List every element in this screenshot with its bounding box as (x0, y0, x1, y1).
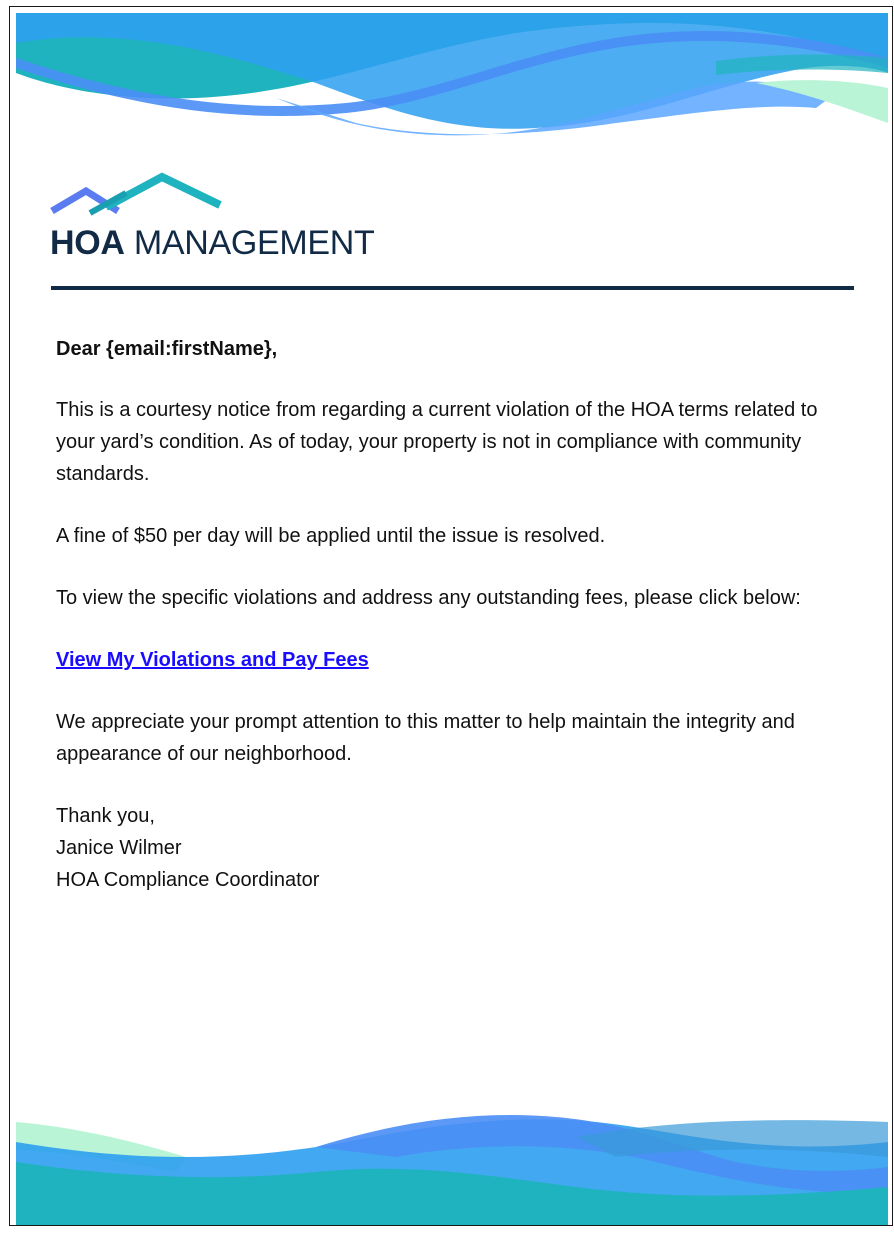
logo-bold-text: HOA (50, 224, 125, 262)
logo-rest-text: MANAGEMENT (133, 224, 375, 262)
view-violations-link[interactable]: View My Violations and Pay Fees (56, 649, 369, 671)
hoa-logo (50, 167, 410, 277)
cta-paragraph (56, 644, 836, 676)
signer-title: HOA Compliance Coordinator (56, 869, 320, 891)
paragraph-notice: This is a courtesy notice from regarding a current violation of the HOA terms related to your yard’s condition. As of today, your property is not in compliance with community standards. (56, 399, 818, 485)
logo-wordmark (50, 223, 375, 263)
paragraph-appreciation: We appreciate your prompt attention to this matter to help maintain the integrity and appearance of our neighborhood. (56, 711, 795, 765)
paragraph-instructions: To view the specific violations and address any outstanding fees, please click below: (56, 587, 801, 609)
closing-text: Thank you, (56, 805, 155, 827)
signer-name: Janice Wilmer (56, 837, 182, 859)
email-content (56, 333, 836, 896)
paragraph-fine: A fine of $50 per day will be applied until the issue is resolved. (56, 525, 606, 547)
signature (56, 800, 836, 896)
header-divider (51, 286, 854, 290)
bottom-wave-banner (16, 1102, 888, 1226)
top-wave-banner (16, 13, 888, 143)
greeting: Dear {email:firstName}, (56, 338, 278, 360)
email-body (9, 6, 893, 1226)
house-roof-icon (50, 171, 230, 223)
